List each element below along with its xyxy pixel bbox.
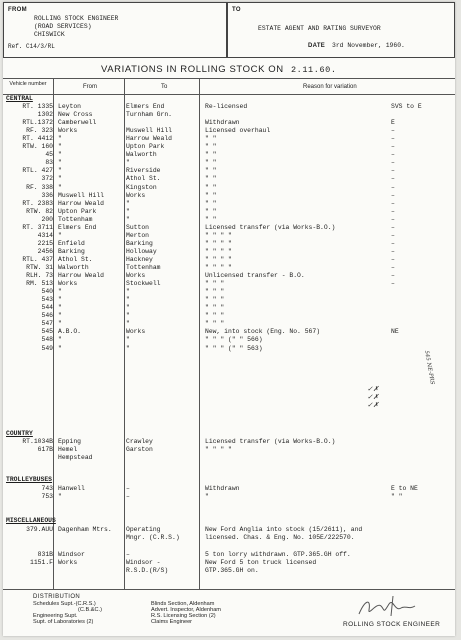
- from-cell: Harrow Weald: [58, 272, 105, 280]
- vehicle-number-cell: RM. 513: [26, 280, 53, 288]
- title-text: VARIATIONS IN ROLLING STOCK ON: [101, 64, 284, 75]
- vehicle-number-cell: 753: [41, 493, 53, 500]
- col-header-to: To: [161, 84, 168, 90]
- to-label: TO: [232, 7, 241, 13]
- vehicle-number-cell: 2215: [37, 239, 53, 247]
- section-central: CENTRAL: [6, 95, 33, 102]
- table-row: [5, 184, 453, 192]
- table-row: [5, 336, 453, 344]
- vehicle-number-cell: 83: [45, 159, 53, 167]
- from-cell: Works: [58, 559, 78, 566]
- vehicle-number-cell: 2456: [37, 247, 53, 255]
- reason-cell: " " " ": [205, 231, 232, 239]
- to-cell: ": [126, 344, 130, 352]
- dist-left-1: Schedules Supt.-(C.R.S.): [33, 601, 96, 607]
- from-cell: ": [58, 320, 62, 328]
- table-row: [5, 208, 453, 216]
- margin-note: 545 NE-PRS: [423, 350, 436, 386]
- from-cell: ": [58, 151, 62, 159]
- table-row: [5, 111, 453, 119]
- status-cell: –: [391, 280, 395, 288]
- status-cell: " ": [391, 493, 403, 500]
- to-cell: R.S.D.(R/S): [126, 567, 169, 574]
- tick-563: ✓✗: [367, 401, 379, 409]
- from-cell: ": [58, 288, 62, 296]
- reason-cell: Re-licensed: [205, 103, 248, 110]
- table-row: [5, 216, 453, 224]
- status-cell: –: [391, 191, 395, 199]
- status-cell: –: [391, 207, 395, 215]
- table-row: [5, 264, 453, 272]
- from-cell: ": [58, 167, 62, 175]
- vehicle-number-cell: RT. 4412: [22, 135, 53, 143]
- table-row: [5, 127, 453, 135]
- vehicle-number-cell: RF. 338: [26, 183, 53, 191]
- reason-cell: Withdrawn: [205, 485, 240, 492]
- vehicle-number-cell: RF. 323: [26, 127, 53, 135]
- from-cell: ": [58, 175, 62, 183]
- vehicle-number-cell: 545: [41, 328, 53, 336]
- to-cell: Barking: [126, 239, 153, 247]
- table-row: [5, 240, 453, 248]
- col-header-from: From: [83, 84, 97, 90]
- to-cell: ": [126, 296, 130, 304]
- header-rule: [3, 94, 455, 95]
- col-header-reason: Reason for variation: [303, 84, 357, 90]
- table-row: [5, 559, 453, 567]
- from-cell: A.B.O.: [58, 328, 82, 336]
- reason-cell: " ": [205, 191, 217, 199]
- table-row: [5, 493, 453, 501]
- reason-cell: " ": [205, 199, 217, 207]
- to-cell: Windsor -: [126, 559, 161, 566]
- to-cell: Works: [126, 191, 146, 199]
- title-date: 2.11.60.: [290, 65, 337, 75]
- to-cell: –: [126, 493, 130, 500]
- dist-mid-3: R.S. Licensing Section (2): [151, 613, 216, 619]
- to-cell: –: [126, 485, 130, 492]
- table-row: [5, 119, 453, 127]
- from-cell: ": [58, 344, 62, 352]
- table-row: [5, 454, 453, 462]
- reason-cell: Licensed transfer (via Works-B.O.): [205, 223, 336, 231]
- from-cell: ": [58, 296, 62, 304]
- dist-left-2: (C.B.&C.): [78, 607, 102, 613]
- from-cell: Dagenham Mtrs.: [58, 526, 112, 533]
- to-cell: Kingston: [126, 183, 157, 191]
- table-row: [5, 345, 453, 353]
- reason-cell: " " ": [205, 304, 225, 312]
- dist-mid-2: Advert. Inspector, Aldenham: [151, 607, 221, 613]
- to-cell: Crawley: [126, 438, 153, 445]
- table-row: [5, 280, 453, 288]
- reason-cell: " " ": [205, 312, 225, 320]
- table-row: [5, 551, 453, 559]
- tick-566: ✓✗: [367, 393, 379, 401]
- from-cell: Upton Park: [58, 207, 97, 215]
- to-box: [227, 2, 455, 58]
- reason-cell: " " " ": [205, 247, 232, 255]
- to-cell: Works: [126, 328, 146, 336]
- from-label: FROM: [8, 7, 27, 13]
- status-cell: E to NE: [391, 485, 418, 492]
- to-cell: Turnham Grn.: [126, 111, 173, 119]
- reference: Ref. C14/3/RL: [8, 43, 55, 50]
- table-row: [5, 248, 453, 256]
- table-row: [5, 167, 453, 175]
- status-cell: –: [391, 143, 395, 151]
- status-cell: –: [391, 247, 395, 255]
- col-header-vehicle: Vehicle number: [9, 81, 47, 87]
- vehicle-number-cell: 544: [41, 304, 53, 312]
- status-cell: –: [391, 199, 395, 207]
- date-value: 3rd November, 1960.: [332, 42, 405, 49]
- reason-cell: Unlicensed transfer - B.O.: [205, 272, 305, 280]
- from-cell: ": [58, 135, 62, 143]
- table-row: [5, 438, 453, 446]
- table-row: [5, 296, 453, 304]
- table-row: [5, 534, 453, 542]
- status-cell: –: [391, 127, 395, 135]
- to-cell: Athol St.: [126, 175, 161, 183]
- to-cell: ": [126, 336, 130, 344]
- to-cell: ": [126, 288, 130, 296]
- reason-cell: " ": [205, 143, 217, 151]
- from-cell: Elmers End: [58, 223, 97, 231]
- section-trolleybuses: TROLLEYBUSES: [6, 476, 53, 483]
- table-row: [5, 288, 453, 296]
- vehicle-number-cell: RT. 2383: [22, 199, 53, 207]
- vehicle-number-cell: 743: [41, 485, 53, 492]
- reason-cell: " ": [205, 167, 217, 175]
- from-cell: Muswell Hill: [58, 191, 105, 199]
- vehicle-number-cell: RT.1034B: [22, 438, 53, 445]
- table-row: [5, 312, 453, 320]
- to-cell: Garston: [126, 446, 153, 453]
- from-cell: Hanwell: [58, 485, 85, 492]
- reason-cell: New Ford 5 ton truck licensed: [205, 559, 317, 566]
- from-cell: Epping: [58, 438, 82, 445]
- signatory-title: ROLLING STOCK ENGINEER: [343, 621, 441, 628]
- to-cell: Elmers End: [126, 103, 165, 110]
- from-cell: Leyton: [58, 103, 82, 110]
- reason-cell: GTP.365.GH on.: [205, 567, 259, 574]
- from-cell: Camberwell: [58, 119, 97, 127]
- document-page: [3, 2, 455, 636]
- reason-cell: " " ": [205, 296, 225, 304]
- dist-mid-1: Blinds Section, Aldenham: [151, 601, 215, 607]
- vehicle-number-cell: 547: [41, 320, 53, 328]
- table-row: [5, 256, 453, 264]
- table-row: [5, 151, 453, 159]
- vehicle-number-cell: 617B: [37, 446, 53, 453]
- reason-cell: " " " ": [205, 255, 232, 263]
- vehicle-number-cell: RT. 1335: [22, 103, 53, 110]
- vehicle-number-cell: RTW. 31: [26, 264, 53, 271]
- from-cell: Works: [58, 127, 78, 135]
- from-cell: ": [58, 143, 62, 151]
- table-row: [5, 328, 453, 336]
- to-cell: ": [126, 320, 130, 328]
- vehicle-number-cell: 540: [41, 288, 53, 296]
- table-row: [5, 192, 453, 200]
- from-line-1: ROLLING STOCK ENGINEER: [34, 15, 119, 22]
- signature: [355, 592, 435, 620]
- from-line-3: CHISWICK: [34, 31, 65, 38]
- status-cell: NE: [391, 328, 399, 336]
- vehicle-number-cell: 543: [41, 296, 53, 304]
- to-cell: Holloway: [126, 247, 157, 255]
- table-row: [5, 143, 453, 151]
- to-cell: Merton: [126, 231, 150, 239]
- status-cell: –: [391, 239, 395, 247]
- section-country: COUNTRY: [6, 430, 33, 437]
- status-cell: –: [391, 175, 395, 183]
- reason-cell: ": [205, 493, 209, 500]
- from-cell: Hemel: [58, 446, 78, 453]
- to-cell: ": [126, 207, 130, 215]
- table-row: [5, 304, 453, 312]
- reason-cell: Withdrawn: [205, 119, 240, 127]
- table-row: [5, 320, 453, 328]
- to-cell: Tottenham: [126, 264, 161, 271]
- distribution-label: DISTRIBUTION: [33, 594, 81, 600]
- reason-cell: 5 ton lorry withdrawn. GTP.365.GH off.: [205, 551, 351, 558]
- reason-cell: Licensed transfer (via Works-B.O.): [205, 438, 336, 445]
- reason-cell: " " ": [205, 280, 225, 288]
- vehicle-number-cell: 379.AUU: [26, 526, 53, 533]
- vehicle-number-cell: RTW. 82: [26, 207, 53, 215]
- reason-cell: " " " (" " 566): [205, 336, 263, 344]
- to-cell: ": [126, 159, 130, 167]
- to-name: ESTATE AGENT AND RATING SURVEYOR: [258, 25, 381, 32]
- status-cell: –: [391, 231, 395, 239]
- reason-cell: " ": [205, 135, 217, 143]
- table-row: [5, 159, 453, 167]
- status-cell: –: [391, 272, 395, 280]
- table-row: [5, 446, 453, 454]
- to-cell: Harrow Weald: [126, 135, 173, 143]
- from-cell: ": [58, 159, 62, 167]
- vehicle-number-cell: 548: [41, 336, 53, 344]
- table-row: [5, 135, 453, 143]
- to-cell: Muswell Hill: [126, 127, 173, 135]
- reason-cell: Licensed overhaul: [205, 127, 271, 135]
- reason-cell: " ": [205, 215, 217, 223]
- from-cell: New Cross: [58, 111, 93, 119]
- tick-567: ✓✗: [367, 385, 379, 393]
- from-cell: ": [58, 312, 62, 320]
- from-cell: Works: [58, 280, 78, 288]
- vehicle-number-cell: 45: [45, 151, 53, 159]
- from-cell: Tottenham: [58, 215, 93, 223]
- vehicle-number-cell: RTL. 437: [22, 255, 53, 263]
- status-cell: –: [391, 255, 395, 263]
- table-row: [5, 272, 453, 280]
- from-cell: Windsor: [58, 551, 85, 558]
- table-row: [5, 175, 453, 183]
- status-cell: SVS to E: [391, 103, 422, 110]
- vehicle-number-cell: 549: [41, 344, 53, 352]
- vehicle-number-cell: 336: [41, 191, 53, 199]
- reason-cell: " ": [205, 183, 217, 191]
- reason-cell: " " " (" " 563): [205, 344, 263, 352]
- from-cell: Hempstead: [58, 454, 93, 461]
- table-row: [5, 567, 453, 575]
- status-cell: –: [391, 223, 395, 231]
- reason-cell: licensed. Chas. & Eng. No. 105E/222570.: [205, 534, 355, 541]
- from-cell: Walworth: [58, 264, 89, 271]
- reason-cell: " " " ": [205, 446, 232, 453]
- vehicle-number-cell: 546: [41, 312, 53, 320]
- vehicle-number-cell: 831B: [37, 551, 53, 558]
- vehicle-number-cell: RLH. 73: [26, 272, 53, 280]
- reason-cell: " ": [205, 207, 217, 215]
- table-row: [5, 485, 453, 493]
- vehicle-number-cell: 4314: [37, 231, 53, 239]
- vehicle-number-cell: 200: [41, 215, 53, 223]
- table-row: [5, 232, 453, 240]
- from-cell: Harrow Weald: [58, 199, 105, 207]
- to-cell: Stockwell: [126, 280, 161, 288]
- from-cell: ": [58, 183, 62, 191]
- reason-cell: New Ford Anglia into stock (15/2611), and: [205, 526, 363, 533]
- to-cell: Walworth: [126, 151, 157, 159]
- status-cell: –: [391, 159, 395, 167]
- reason-cell: New, into stock (Eng. No. 567): [205, 328, 321, 336]
- dist-mid-4: Claims Engineer: [151, 619, 193, 625]
- to-cell: ": [126, 312, 130, 320]
- status-cell: –: [391, 135, 395, 143]
- to-cell: –: [126, 551, 130, 558]
- reason-cell: " " " ": [205, 239, 232, 247]
- reason-cell: " " " ": [205, 264, 232, 271]
- to-cell: Hackney: [126, 255, 153, 263]
- status-cell: E: [391, 119, 395, 127]
- from-cell: Barking: [58, 247, 85, 255]
- status-cell: –: [391, 215, 395, 223]
- vehicle-number-cell: RTL.1372: [22, 119, 53, 127]
- date-label: DATE: [308, 43, 326, 49]
- from-cell: ": [58, 231, 62, 239]
- vehicle-number-cell: 372: [41, 175, 53, 183]
- table-row: [5, 200, 453, 208]
- table-row: [5, 224, 453, 232]
- status-cell: –: [391, 167, 395, 175]
- vehicle-number-cell: 1302: [37, 111, 53, 119]
- reason-cell: " " ": [205, 320, 225, 328]
- status-cell: –: [391, 264, 395, 271]
- from-cell: ": [58, 336, 62, 344]
- to-cell: ": [126, 199, 130, 207]
- to-cell: ": [126, 215, 130, 223]
- to-cell: ": [126, 304, 130, 312]
- table-row: [5, 526, 453, 534]
- to-cell: Sutton: [126, 223, 150, 231]
- vehicle-number-cell: RTL. 427: [22, 167, 53, 175]
- vehicle-number-cell: 1151.F: [29, 559, 53, 566]
- reason-cell: " ": [205, 175, 217, 183]
- table-row: [5, 103, 453, 111]
- from-box: [3, 2, 227, 58]
- to-cell: Mngr. (C.R.S.): [126, 534, 180, 541]
- reason-cell: " " ": [205, 288, 225, 296]
- from-cell: Enfield: [58, 239, 85, 247]
- reason-cell: " ": [205, 159, 217, 167]
- to-cell: Operating: [126, 526, 161, 533]
- section-miscellaneous: MISCELLANEOUS: [6, 517, 56, 524]
- to-cell: Works: [126, 272, 146, 280]
- from-cell: Athol St.: [58, 255, 93, 263]
- from-line-2: (ROAD SERVICES): [34, 23, 92, 30]
- to-cell: Upton Park: [126, 143, 165, 151]
- status-cell: –: [391, 183, 395, 191]
- dist-left-3: Engineering Supt.: [33, 613, 78, 619]
- vehicle-number-cell: RT. 3711: [22, 223, 53, 231]
- from-cell: ": [58, 304, 62, 312]
- from-cell: ": [58, 493, 62, 500]
- vehicle-number-cell: RTW. 160: [22, 143, 53, 151]
- status-cell: –: [391, 151, 395, 159]
- document-title: [101, 64, 337, 75]
- to-cell: Riverside: [126, 167, 161, 175]
- dist-left-4: Supt. of Laboratories (2): [33, 619, 94, 625]
- reason-cell: " ": [205, 151, 217, 159]
